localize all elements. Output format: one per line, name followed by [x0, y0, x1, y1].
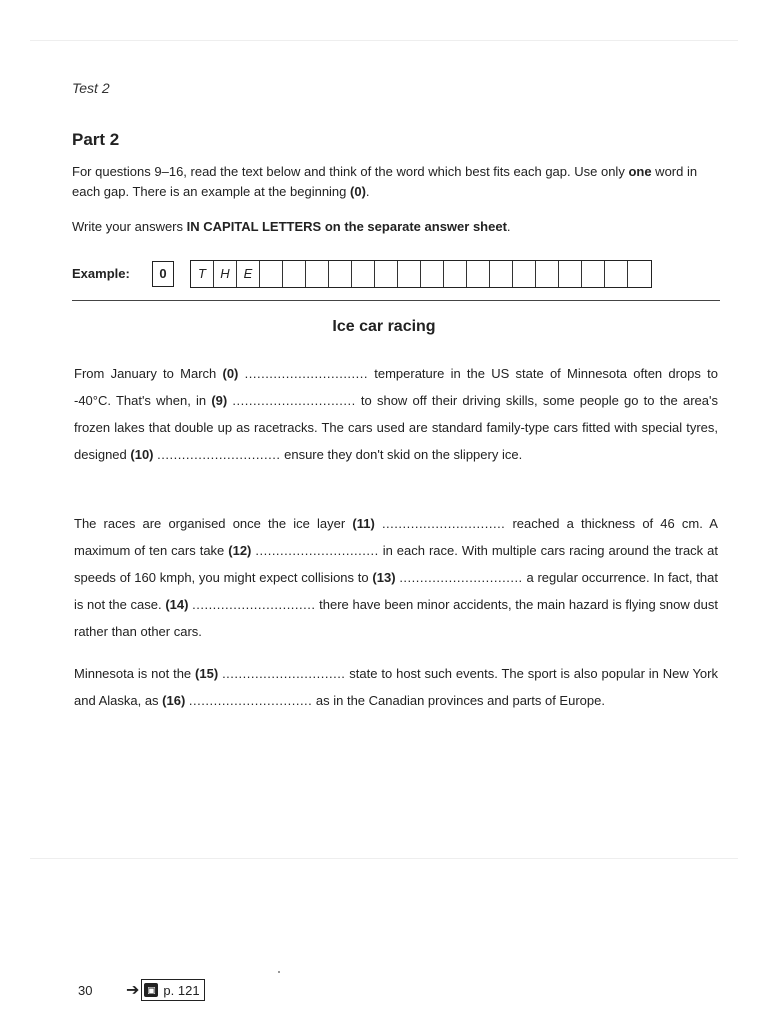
gap-number: (9): [211, 393, 228, 408]
answer-cell: [306, 261, 329, 287]
page-footer: [78, 978, 205, 1002]
answer-cell: [582, 261, 605, 287]
instruction-segment: word in each gap. There is an example at the beginning: [72, 164, 698, 199]
example-reference: (0): [350, 184, 366, 199]
answer-cell: [260, 261, 283, 287]
gap-number: (10): [130, 447, 154, 462]
example-label: Example:: [72, 266, 130, 281]
passage-text: there have been minor accidents, the main hazard is flying snow dust rather than other cars.: [74, 597, 718, 639]
answer-cell: [490, 261, 513, 287]
passage-title: Ice car racing: [332, 318, 436, 335]
gap-blank: ..............................: [381, 516, 506, 531]
book-icon: ▣: [144, 983, 158, 997]
answer-cell: [283, 261, 306, 287]
gap-blank: ..............................: [255, 543, 379, 558]
answer-instructions: [72, 217, 722, 237]
gap-blank: ..............................: [192, 597, 316, 612]
gap-blank: ..............................: [157, 447, 281, 462]
gap-blank: ..............................: [244, 366, 368, 381]
answer-cell: [444, 261, 467, 287]
passage-text: as in the Canadian provinces and parts of Europe.: [312, 693, 605, 708]
gap-number: (0): [222, 366, 239, 381]
gap-number: (11): [352, 516, 375, 531]
answer-cell: [513, 261, 536, 287]
example-answer-boxes: [190, 260, 652, 288]
passage-text: state to host such events. The sport is also popular in New York and Alaska, as: [74, 666, 718, 708]
answer-cell: [559, 261, 582, 287]
gap-number: (13): [372, 570, 396, 585]
answer-cell: [352, 261, 375, 287]
gap-blank: ..............................: [399, 570, 523, 585]
instruction-segment: Write your answers: [72, 219, 187, 234]
gap-blank: ..............................: [232, 393, 356, 408]
passage-paragraph: [74, 510, 718, 645]
passage-paragraph: [74, 660, 718, 714]
scan-speck: [278, 971, 280, 973]
answer-cell: [467, 261, 490, 287]
gap-number: (15): [195, 666, 219, 681]
arrow-right-icon: ➔: [126, 982, 140, 999]
answer-cell: E: [237, 261, 260, 287]
passage-paragraph: [74, 360, 718, 468]
answer-cell: H: [214, 261, 237, 287]
instruction-emphasis: one: [628, 164, 652, 179]
passage-text: a regular occurrence. In fact, that is not the case.: [74, 570, 718, 612]
page-reference-text: p. 121: [163, 982, 200, 998]
passage-text: Minnesota is not the: [74, 666, 196, 681]
part-title: Part 2: [72, 130, 120, 149]
passage-text: temperature in the US state of Minnesota often drops to -40°C. That's when, in: [74, 366, 718, 408]
instruction-segment: .: [365, 184, 370, 199]
instruction-emphasis: IN CAPITAL LETTERS on the separate answer sheet: [186, 219, 507, 234]
passage-text: reached a thickness of 46 cm. A maximum of ten cars take: [74, 516, 718, 558]
gap-blank: ..............................: [222, 666, 346, 681]
answer-cell: [375, 261, 398, 287]
answer-cell: [329, 261, 352, 287]
passage-text: in each race. With multiple cars racing around the track at speeds of 160 kmph, you might expect collisions to: [74, 543, 718, 585]
passage-text: to show off their driving skills, some people go to the area's frozen lakes that double up as racetracks. The cars used are standard family-type cars fitted with special tyres, designed: [74, 393, 718, 462]
passage-text: ensure they don't skid on the slippery ice.: [280, 447, 523, 462]
passage-text: The races are organised once the ice layer: [74, 516, 353, 531]
answer-cell: [398, 261, 421, 287]
page-reference-link[interactable]: [141, 979, 204, 1001]
answer-cell: [605, 261, 628, 287]
instruction-segment: For questions 9–16, read the text below and think of the word which best fits each gap. Use only: [72, 164, 629, 179]
gap-blank: ..............................: [188, 693, 313, 708]
gap-number: (12): [228, 543, 252, 558]
test-label: Test 2: [72, 80, 110, 96]
instructions-text: [72, 162, 722, 202]
gap-number: (14): [165, 597, 189, 612]
answer-cell: [421, 261, 444, 287]
gap-number: (16): [162, 693, 186, 708]
example-number-box: 0: [152, 261, 174, 287]
answer-cell: [536, 261, 559, 287]
section-divider: [72, 300, 720, 301]
instruction-segment: .: [506, 219, 511, 234]
page-edge-line: [30, 40, 738, 41]
page-fold-line: [30, 858, 738, 859]
page-number: 30: [78, 982, 93, 998]
answer-cell: T: [191, 261, 214, 287]
answer-cell: [628, 261, 651, 287]
example-row: [72, 258, 632, 292]
passage-text: From January to March: [74, 366, 223, 381]
